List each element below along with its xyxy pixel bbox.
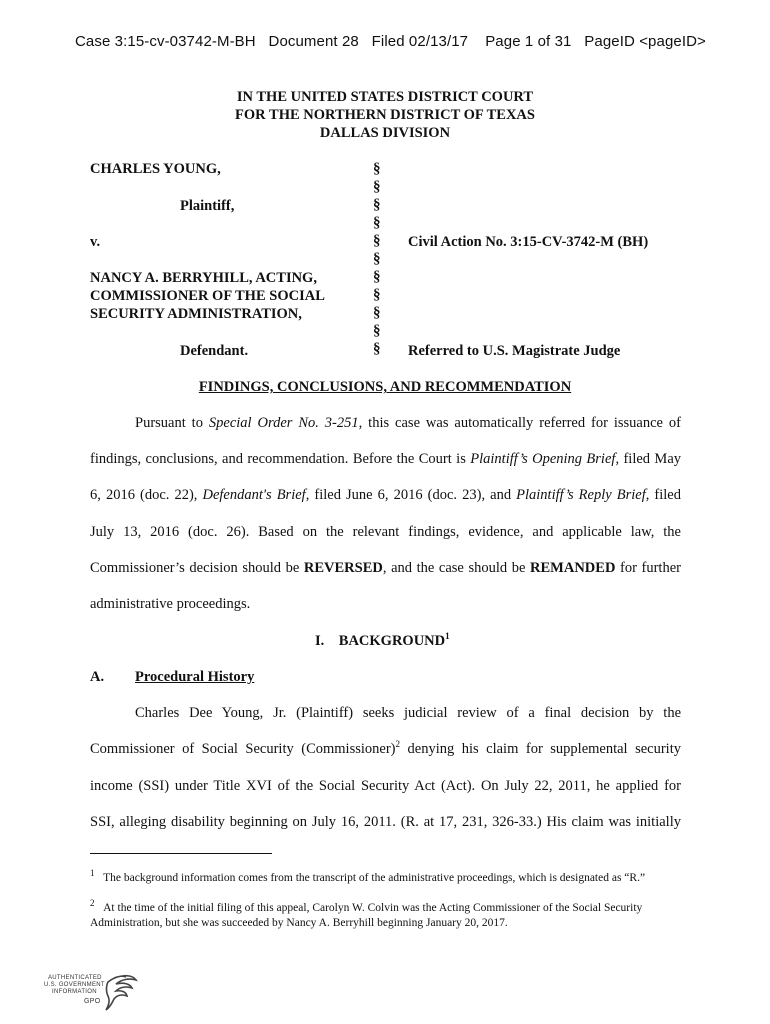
section-number: I. — [315, 633, 325, 649]
footnote-ref-1[interactable]: 1 — [445, 631, 450, 642]
section-i-heading — [315, 633, 450, 650]
para1-line-6: administrative proceedings. — [90, 596, 251, 612]
para2-line-2: Commissioner of Social Security (Commissioner)$^2$ denying his claim for supplemental security — [90, 739, 681, 757]
page-id: PageID <pageID> — [584, 33, 706, 50]
para1-line-2: findings, conclusions, and recommendation. Before the Court is Plaintiff’s Opening Brief, filed May — [90, 451, 681, 467]
section-mark: § — [373, 287, 381, 303]
footnote-1-text: The background information comes from the transcript of the administrative proceedings, which is designated as “R.” — [103, 872, 646, 884]
section-mark: § — [373, 305, 381, 321]
defendant-line-1: NANCY A. BERRYHILL, ACTING, — [90, 270, 317, 286]
remanded-text: REMANDED — [530, 560, 616, 576]
reply-brief-citation: Plaintiff’s Reply Brief — [516, 487, 646, 503]
document-number: Document 28 — [268, 33, 359, 50]
section-title: BACKGROUND — [338, 633, 446, 649]
versus: v. — [90, 234, 101, 250]
filed-date: Filed 02/13/17 — [371, 33, 469, 50]
subsection-letter: A. — [90, 669, 105, 685]
footnote-2-line-2: Administration, but she was succeeded by Nancy A. Berryhill beginning January 20, 2017. — [90, 917, 508, 929]
defendant-role: Defendant. — [180, 343, 249, 359]
opening-brief-citation: Plaintiff’s Opening Brief — [470, 451, 616, 467]
footnote-1-number: 1 — [90, 868, 95, 879]
defendant-line-3: SECURITY ADMINISTRATION, — [90, 306, 302, 322]
footnote-2 — [90, 898, 643, 914]
section-mark: § — [373, 233, 381, 249]
plaintiff-role: Plaintiff, — [180, 198, 235, 214]
case-number: Case 3:15-cv-03742-M-BH — [75, 33, 256, 50]
section-mark: § — [373, 323, 381, 339]
section-mark: § — [373, 197, 381, 213]
defendant-line-2: COMMISSIONER OF THE SOCIAL — [90, 288, 325, 304]
para2-line-4: SSI, alleging disability beginning on July 16, 2011. (R. at 17, 231, 326-33.) His claim was initially — [90, 814, 681, 830]
footnote-1 — [90, 868, 646, 884]
section-mark: § — [373, 269, 381, 285]
referred-to: Referred to U.S. Magistrate Judge — [408, 343, 621, 359]
para1-line-3: 6, 2016 (doc. 22), Defendant's Brief, filed June 6, 2016 (doc. 23), and Plaintiff’s Reply Brief, filed — [90, 487, 681, 503]
para2-line-3: income (SSI) under Title XVI of the Social Security Act (Act). On July 22, 2011, he applied for — [90, 778, 681, 794]
footnote-2-number: 2 — [90, 898, 95, 909]
court-line-2: FOR THE NORTHERN DISTRICT OF TEXAS — [235, 107, 535, 123]
civil-action-number: Civil Action No. 3:15-CV-3742-M (BH) — [408, 234, 649, 250]
section-mark: § — [373, 251, 381, 267]
seal-line-2: U.S. GOVERNMENT — [44, 982, 105, 988]
para1-line-1: Pursuant to Special Order No. 3-251, this case was automatically referred for issuance of — [135, 415, 681, 431]
para2-line-1: Charles Dee Young, Jr. (Plaintiff) seeks judicial review of a final decision by the — [135, 705, 681, 721]
seal-line-4: GPO — [84, 998, 101, 1005]
eagle-logo-icon — [100, 972, 140, 1012]
section-mark: § — [373, 215, 381, 231]
gpo-authentication-seal — [42, 972, 137, 1012]
footnote-divider — [90, 853, 272, 854]
plaintiff-name: CHARLES YOUNG, — [90, 161, 221, 177]
footnote-2-text-line-1: At the time of the initial filing of this appeal, Carolyn W. Colvin was the Acting Commissioner of the Social Security — [103, 902, 643, 914]
special-order-citation: Special Order No. 3-251 — [208, 415, 359, 431]
seal-line-1: AUTHENTICATED — [48, 975, 102, 981]
footnote-ref-2[interactable]: 2 — [395, 739, 400, 750]
findings-heading: FINDINGS, CONCLUSIONS, AND RECOMMENDATION — [198, 379, 572, 395]
para1-line-5: Commissioner’s decision should be REVERSED, and the case should be REMANDED for further — [90, 560, 681, 576]
page-number: Page 1 of 31 — [485, 33, 572, 50]
section-mark: § — [373, 341, 381, 357]
defendant-brief-citation: Defendant's Brief — [202, 487, 306, 503]
court-line-3: DALLAS DIVISION — [319, 125, 451, 141]
seal-line-3: INFORMATION — [52, 989, 97, 995]
section-mark: § — [373, 161, 381, 177]
case-header — [75, 33, 706, 50]
subsection-title: Procedural History — [135, 669, 255, 685]
court-line-1: IN THE UNITED STATES DISTRICT COURT — [236, 89, 534, 105]
section-mark: § — [373, 179, 381, 195]
para1-line-4: July 13, 2016 (doc. 26). Based on the relevant findings, evidence, and applicable law, the — [90, 524, 681, 540]
reversed-text: REVERSED — [303, 560, 383, 576]
